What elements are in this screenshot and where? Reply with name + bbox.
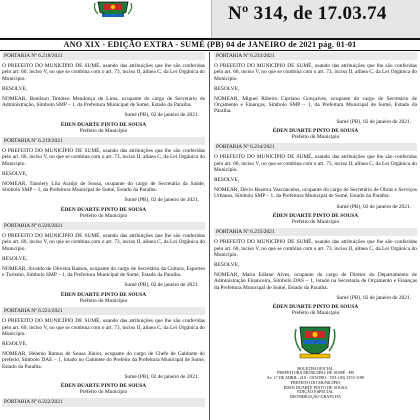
portaria-heading: PORTARIA Nº 6.221/2021 bbox=[2, 307, 205, 315]
sume-coat-of-arms-icon bbox=[92, 0, 134, 20]
signer-role: Prefeito do Município bbox=[79, 389, 128, 396]
portaria-body: NOMEAR, Sivaldo de Oliveira Ramos, ocupante do cargo de Secretário da Cultura, Esportes e Turismo, Símbolo SMP – 1, da Prefeitura Municipal de Sumé, Estado da Paraíba. bbox=[2, 266, 205, 279]
portaria-body: NOMEAR, Benilson Timóteo Mendonça de Lima, ocupante do cargo de Secretário de Administração, Símbolo SMP – 1, da Prefeitura Municipal de Sumé, Estado da Paraíba. bbox=[2, 96, 205, 109]
portaria-6221 bbox=[2, 307, 205, 395]
portaria-body: NOMEAR, Tanniery Lila Araújo de Sousa, ocupante do cargo de Secretária da Saúde, Símbolo SMP – 1, da Prefeitura Municipal de Sumé, Estado da Paraíba. bbox=[2, 181, 205, 194]
emblem-line: ÉDEN DUARTE PINTO DE SOUSA bbox=[283, 384, 348, 390]
portaria-heading: PORTARIA Nº 6.222/2021 bbox=[2, 398, 205, 406]
signer-name: ÉDEN DUARTE PINTO DE SOUSA bbox=[60, 121, 147, 128]
portaria-body: NOMEAR, Miguel Ribeiro Cipriano Gonçalves, ocupante do cargo de Secretário de Orçamento e Finanças, Símbolo SMP – 1, da Prefeitura Municipal de Sumé, Estado da Paraíba. bbox=[214, 96, 417, 115]
portaria-resolve: RESOLVE, bbox=[2, 85, 28, 92]
portaria-heading: PORTARIA Nº 6.234/2021 bbox=[214, 143, 417, 151]
portaria-intro: O PREFEITO DO MUNICÍPIO DE SUMÉ, usando das atribuições que lhe são conferidas pelo art. 60, inciso V, no que se combina com o art. 73, inciso II, alínea C, da Lei Orgânica do Município. bbox=[2, 233, 205, 252]
edition-rule bbox=[0, 50, 420, 51]
emblem-caption bbox=[214, 367, 417, 401]
portaria-resolve: RESOLVE, bbox=[2, 255, 28, 262]
portaria-date: Sumé (PB), 02 de janeiro de 2021. bbox=[336, 294, 411, 301]
gazette-emblem bbox=[214, 323, 417, 400]
portaria-intro: O PREFEITO DO MUNICÍPIO DE SUMÉ, usando das atribuições que lhe são conferidas pelo art. 60, inciso V, no que se combina com o art. 73, inciso II, alínea C, da Lei Orgânica do Município. bbox=[2, 318, 205, 337]
portaria-heading: PORTARIA Nº 6.220/2021 bbox=[2, 222, 205, 230]
portaria-body: NOMEAR, Maria Edlane Alves, ocupante do cargo de Diretor do Departamento de Administração Financeira, Símbolo DAS – 1, lotado na Secretaria de Orçamento e Finanças da Prefeitura Municipal de Sumé, Estado da Paraíba. bbox=[214, 272, 417, 291]
emblem-line: DISTRIBUIÇÃO GRATUITA bbox=[289, 394, 342, 400]
portaria-6233 bbox=[214, 52, 417, 140]
municipal-seal-icon bbox=[292, 323, 338, 363]
portaria-intro: O PREFEITO DO MUNICÍPIO DE SUMÉ, usando das atribuições que lhe são conferidas pelo art. 60, inciso V, no que se combina com o art. 73, inciso II, alínea C, da Lei Orgânica do Município. bbox=[214, 63, 417, 82]
portaria-intro: O PREFEITO DO MUNICÍPIO DE SUMÉ, usando das atribuições que lhe são conferidas pelo art. 60, inciso V, no que se combina com o art. 73, inciso II, alínea C, da Lei Orgânica do Município. bbox=[2, 148, 205, 167]
portaria-6219 bbox=[2, 137, 205, 219]
portaria-6235 bbox=[214, 228, 417, 316]
portaria-6222 bbox=[2, 398, 205, 406]
portaria-intro: O PREFEITO DO MUNICÍPIO DE SUMÉ, usando das atribuições que lhe são conferidas pelo art. 60, inciso V, no que se combina com o art. 73, inciso II, alínea C, da Lei Orgânica do Município. bbox=[214, 154, 417, 173]
emblem-line: PREFEITURA MUNICIPAL DE SUMÉ - PB bbox=[277, 370, 354, 376]
portaria-6234 bbox=[214, 143, 417, 225]
portaria-body: NOMEAR, Helenio Ramos de Sousa Júnior, ocupante do cargo de Chefe de Gabinete do prefeito, Símbolo DAE – 1, lotado no Gabinete do Prefeito da Prefeitura Municipal de Sumé, Estado da Paraíba. bbox=[2, 351, 205, 370]
signer-role: Prefeito do Município bbox=[291, 134, 340, 141]
portaria-resolve: RESOLVE, bbox=[2, 340, 28, 347]
portaria-date: Sumé (PB), 02 de janeiro de 2021. bbox=[124, 197, 199, 204]
portaria-resolve: RESOLVE, bbox=[214, 85, 240, 92]
emblem-line: EDIÇÃO ESPECIAL bbox=[297, 389, 334, 395]
signer-name: ÉDEN DUARTE PINTO DE SOUSA bbox=[60, 382, 147, 389]
portaria-resolve: RESOLVE, bbox=[214, 262, 240, 269]
portaria-resolve: RESOLVE, bbox=[214, 177, 240, 184]
portaria-6220 bbox=[2, 222, 205, 304]
masthead bbox=[0, 0, 420, 38]
portaria-heading: PORTARIA Nº 6.219/2021 bbox=[2, 137, 205, 145]
right-column bbox=[214, 52, 417, 400]
portaria-heading: PORTARIA Nº 6.235/2021 bbox=[214, 228, 417, 236]
emblem-line: PREFEITO DO MUNICÍPIO bbox=[290, 379, 341, 385]
edition-line: ANO XIX - EDIÇÃO EXTRA - SUMÉ (PB) 04 de JANEIRO de 2021 pág. 01-01 bbox=[63, 40, 357, 49]
signer-role: Prefeito do Município bbox=[291, 219, 340, 226]
emblem-line: BOLETIM OFICIAL bbox=[297, 365, 334, 371]
signer-name: ÉDEN DUARTE PINTO DE SOUSA bbox=[272, 127, 359, 134]
signer-role: Prefeito do Município bbox=[79, 127, 128, 134]
left-column bbox=[2, 52, 205, 410]
portaria-date: Sumé (PB), 02 de janeiro de 2021. bbox=[124, 112, 199, 119]
portaria-resolve: RESOLVE, bbox=[2, 170, 28, 177]
portaria-intro: O PREFEITO DO MUNICÍPIO DE SUMÉ, usando das atribuições que lhe são conferidas pelo art. 60, inciso V, no que se combina com o art. 73, inciso II, alínea C, da Lei Orgânica do Município. bbox=[214, 239, 417, 258]
column-divider bbox=[209, 52, 210, 420]
portaria-date: Sumé (PB), 02 de janeiro de 2021. bbox=[336, 118, 411, 125]
issue-number: Nº 314, de 17.03.74 bbox=[228, 3, 387, 24]
signer-role: Prefeito do Município bbox=[291, 310, 340, 317]
signer-name: ÉDEN DUARTE PINTO DE SOUSA bbox=[272, 304, 359, 311]
signer-name: ÉDEN DUARTE PINTO DE SOUSA bbox=[272, 212, 359, 219]
portaria-body: NOMEAR, Décio Bezerra Vasconcelos, ocupante do cargo de Secretário de Obras e Serviços Urbanos, Símbolo SMP – 1, da Prefeitura Municipal de Sumé, Estado da Paraíba. bbox=[214, 187, 417, 200]
portaria-intro: O PREFEITO DO MUNICÍPIO DE SUMÉ, usando das atribuições que lhe são conferidas pelo art. 60, inciso V, no que se combina com o art. 73, inciso II, alínea C, da Lei Orgânica do Município. bbox=[2, 63, 205, 82]
portaria-date: Sumé (PB), 02 de janeiro de 2021. bbox=[336, 203, 411, 210]
portaria-heading: PORTARIA Nº 6.233/2021 bbox=[214, 52, 417, 60]
signer-role: Prefeito do Município bbox=[79, 297, 128, 304]
portaria-heading: PORTARIA Nº 6.218/2021 bbox=[2, 52, 205, 60]
portaria-6218 bbox=[2, 52, 205, 134]
signer-name: ÉDEN DUARTE PINTO DE SOUSA bbox=[60, 206, 147, 213]
signer-name: ÉDEN DUARTE PINTO DE SOUSA bbox=[60, 291, 147, 298]
signer-role: Prefeito do Município bbox=[79, 212, 128, 219]
emblem-line: Av. 17 DE ABRIL, 210 - CENTRO - TEL (83) 3353-1180 bbox=[266, 375, 365, 381]
portaria-date: Sumé (PB), 02 de janeiro de 2021. bbox=[124, 373, 199, 380]
portaria-date: Sumé (PB), 02 de janeiro de 2021. bbox=[124, 282, 199, 289]
